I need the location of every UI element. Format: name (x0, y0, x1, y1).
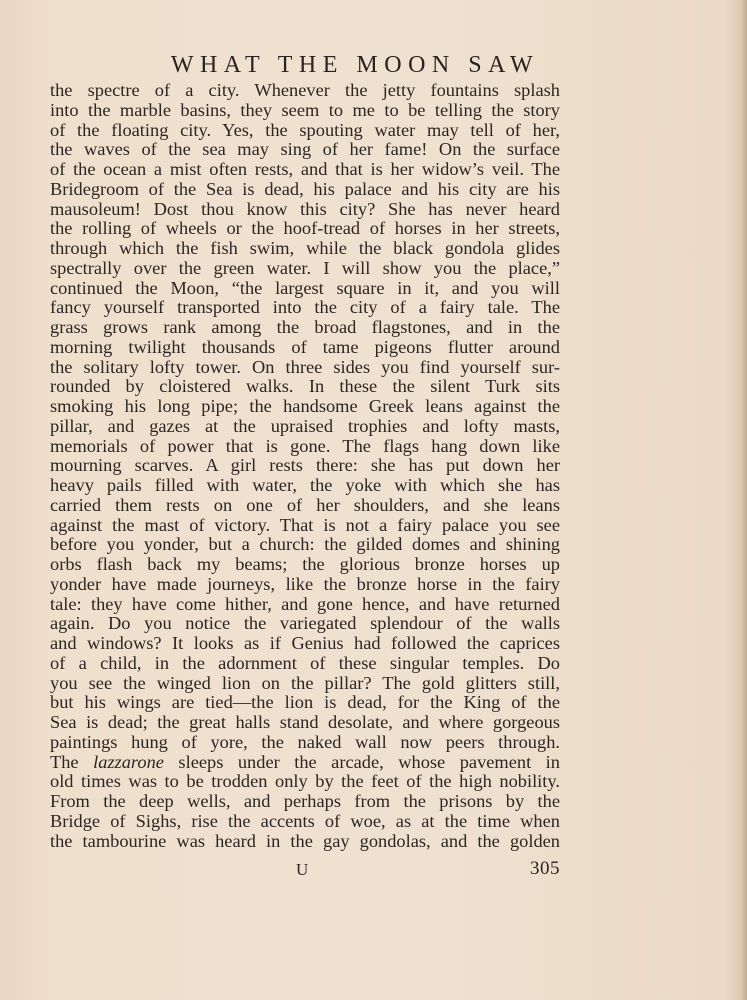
text-line: the solitary lofty tower. On three sides you find yourself sur- (50, 356, 560, 377)
text-line: fancy yourself transported into the city of a fairy tale. The (50, 297, 560, 318)
text-line: Bridegroom of the Sea is dead, his palace and his city are his (50, 178, 560, 199)
text-line: spectrally over the green water. I will show you the place,” (50, 257, 560, 278)
text-line: and windows? It looks as if Genius had followed the caprices (50, 633, 560, 653)
running-head: WHAT THE MOON SAW (170, 52, 540, 78)
text-line: yonder have made journeys, like the bronze horse in the fairy (50, 573, 560, 594)
text-line: again. Do you notice the variegated splendour of the walls (50, 613, 560, 634)
text-line: against the mast of victory. That is not a fairy palace you see (50, 514, 560, 535)
signature-mark: U (296, 860, 309, 879)
text-line-italic (50, 753, 560, 773)
text-line: through which the fish swim, while the black gondola glides (50, 238, 560, 258)
page-number: 305 (530, 858, 560, 879)
text-line: of a child, in the adornment of these singular temples. Do (50, 652, 560, 673)
paragraph-lines (50, 81, 560, 753)
text-line: memorials of power that is gone. The flags hang down like (50, 435, 560, 456)
text-line: carried them rests on one of her shoulders, and she leans (50, 494, 560, 515)
text-line: of the floating city. Yes, the spouting water may tell of her, (50, 119, 560, 140)
text-line: pillar, and gazes at the upraised trophies and lofty masts, (50, 415, 560, 436)
text-line: morning twilight thousands of tame pigeons flutter around (50, 336, 560, 357)
page-edge-shadow (741, 0, 747, 1000)
text-line: you see the winged lion on the pillar? The gold glitters still, (50, 672, 560, 693)
text-line: old times was to be trodden only by the feet of the high nobility. (50, 771, 560, 792)
text-line: the spectre of a city. Whenever the jetty fountains splash (50, 80, 560, 100)
text-line: paintings hung of yore, the naked wall now peers through. (50, 731, 560, 752)
text-line: continued the Moon, “the largest square in it, and you will (50, 277, 560, 298)
text-line: smoking his long pipe; the handsome Greek leans against the (50, 396, 560, 416)
body-text (50, 81, 560, 851)
text-line: orbs flash back my beams; the glorious bronze horses up (50, 554, 560, 574)
text-line: before you yonder, but a church: the gilded domes and shining (50, 534, 560, 555)
italic-word: lazzarone (93, 751, 164, 772)
text-line: but his wings are tied—the lion is dead, for the King of the (50, 692, 560, 713)
text-line: into the marble basins, they seem to me to be telling the story (50, 99, 560, 120)
text-line: the rolling of wheels or the hoof-tread of horses in her streets, (50, 218, 560, 239)
text-line: grass grows rank among the broad flagstones, and in the (50, 317, 560, 337)
text-line: of the ocean a mist often rests, and that is her widow’s veil. The (50, 159, 560, 179)
text-line: From the deep wells, and perhaps from the prisons by the (50, 791, 560, 811)
text-line: mausoleum! Dost thou know this city? She has never heard (50, 198, 560, 219)
text-line: rounded by cloistered walks. In these the silent Turk sits (50, 376, 560, 397)
text-line: tale: they have come hither, and gone hence, and have returned (50, 593, 560, 614)
text-line: Sea is dead; the great halls stand desolate, and where gorgeous (50, 712, 560, 732)
text-line: mourning scarves. A girl rests there: she has put down her (50, 455, 560, 476)
text-segment: sleeps under the arcade, whose pavement in (163, 751, 560, 772)
text-segment: The (50, 751, 94, 772)
paragraph-lines-continued (50, 772, 560, 851)
text-line: Bridge of Sighs, rise the accents of woe, as at the time when (50, 810, 560, 831)
text-line: heavy pails filled with water, the yoke with which she has (50, 475, 560, 495)
text-line: the waves of the sea may sing of her fame! On the surface (50, 139, 560, 160)
text-line: the tambourine was heard in the gay gondolas, and the golden (50, 830, 560, 851)
